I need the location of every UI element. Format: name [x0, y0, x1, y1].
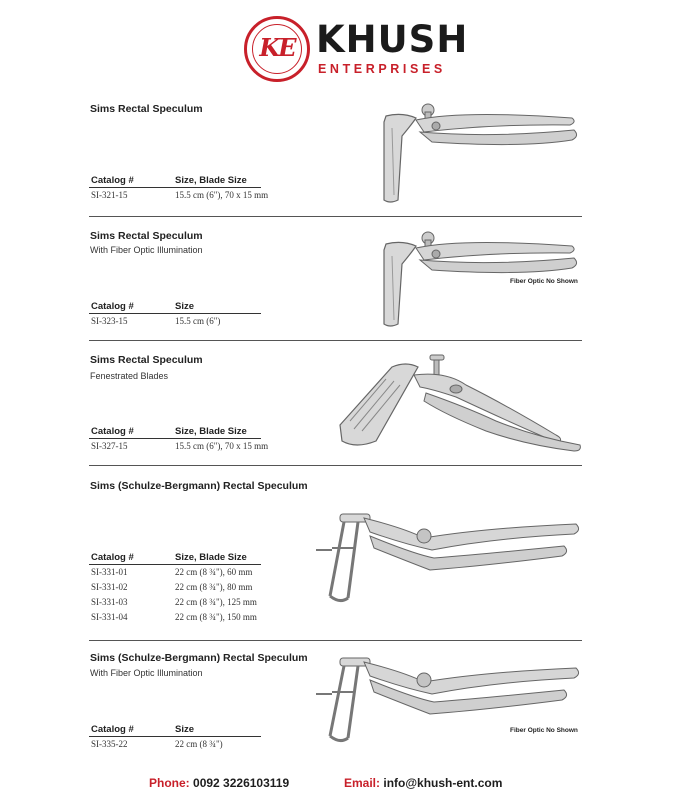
catalog-header: Catalog # — [91, 301, 134, 312]
phone-number[interactable]: 0092 3226103119 — [193, 776, 290, 790]
catalog-header: Catalog # — [91, 175, 134, 186]
section-divider — [89, 340, 582, 341]
brand-tagline: ENTERPRISES — [318, 62, 446, 76]
header-rule — [89, 736, 261, 737]
catalog-number: SI-335-22 — [91, 739, 128, 749]
email-contact — [344, 776, 502, 790]
size-header: Size, Blade Size — [175, 175, 247, 186]
size-value: 15.5 cm (6"), 70 x 15 mm — [175, 190, 269, 200]
size-value: 22 cm (8 ¾") — [175, 739, 223, 749]
size-value: 15.5 cm (6") — [175, 316, 221, 326]
product-title: Sims Rectal Speculum — [90, 354, 203, 366]
product-title: Sims (Schulze-Bergmann) Rectal Speculum — [90, 480, 308, 492]
size-header: Size — [175, 724, 195, 735]
size-header: Size, Blade Size — [175, 426, 247, 437]
section-divider — [89, 465, 582, 466]
logo-emblem — [244, 16, 310, 82]
fiber-optic-note: Fiber Optic No Shown — [510, 278, 578, 285]
email-address[interactable]: info@khush-ent.com — [383, 776, 503, 790]
logo-monogram: KE — [252, 24, 302, 74]
size-value: 15.5 cm (6"), 70 x 15 mm — [175, 441, 269, 451]
size-value: 22 cm (8 ¾"), 125 mm — [175, 597, 257, 607]
catalog-header: Catalog # — [91, 724, 134, 735]
fiber-optic-note: Fiber Optic No Shown — [510, 727, 578, 734]
size-value: 22 cm (8 ¾"), 60 mm — [175, 567, 253, 577]
size-value: 22 cm (8 ¾"), 150 mm — [175, 612, 257, 622]
product-subtitle: With Fiber Optic Illumination — [90, 668, 203, 678]
catalog-number: SI-327-15 — [91, 441, 128, 451]
schulze-bergmann-speculum-image — [314, 508, 582, 608]
section-divider — [89, 216, 582, 217]
catalog-number: SI-323-15 — [91, 316, 128, 326]
email-label: Email: — [344, 776, 381, 790]
header-rule — [89, 313, 261, 314]
product-title: Sims Rectal Speculum — [90, 103, 203, 115]
product-subtitle: Fenestrated Blades — [90, 371, 169, 381]
catalog-number: SI-331-01 — [91, 567, 128, 577]
catalog-number: SI-321-15 — [91, 190, 128, 200]
phone-contact — [149, 776, 289, 790]
speculum-image — [372, 100, 582, 205]
catalog-header: Catalog # — [91, 552, 134, 563]
header-rule — [89, 187, 261, 188]
fenestrated-speculum-image — [336, 345, 584, 460]
catalog-number: SI-331-02 — [91, 582, 128, 592]
section-divider — [89, 640, 582, 641]
catalog-number: SI-331-03 — [91, 597, 128, 607]
brand-logo — [244, 14, 469, 82]
size-header: Size — [175, 301, 195, 312]
product-subtitle: With Fiber Optic Illumination — [90, 245, 203, 255]
catalog-header: Catalog # — [91, 426, 134, 437]
size-header: Size, Blade Size — [175, 552, 247, 563]
phone-label: Phone: — [149, 776, 190, 790]
header-rule — [89, 438, 261, 439]
catalog-number: SI-331-04 — [91, 612, 128, 622]
size-value: 22 cm (8 ¾"), 80 mm — [175, 582, 253, 592]
product-title: Sims (Schulze-Bergmann) Rectal Speculum — [90, 652, 308, 664]
header-rule — [89, 564, 261, 565]
product-title: Sims Rectal Speculum — [90, 230, 203, 242]
brand-name: KHUSH — [316, 18, 469, 61]
